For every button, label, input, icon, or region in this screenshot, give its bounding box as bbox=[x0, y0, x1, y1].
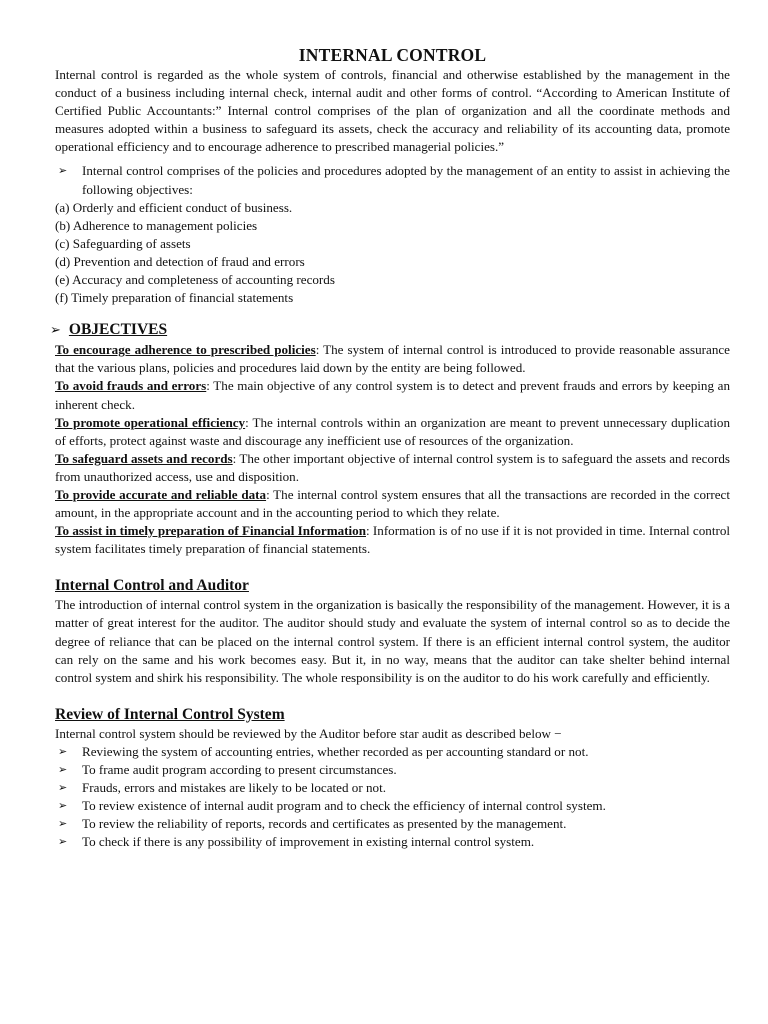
objective-text: : The system of internal control is introduced to provide reasonable assurance that the various plans, policies and procedures laid down by the entity are being followed. bbox=[55, 342, 730, 376]
objective-heading: To safeguard assets and records bbox=[55, 450, 233, 466]
objective-heading: To avoid frauds and errors bbox=[55, 378, 207, 394]
objective-paragraph bbox=[55, 522, 730, 558]
objective-paragraph bbox=[55, 486, 730, 522]
objective-list-item: (c) Safeguarding of assets bbox=[55, 235, 191, 251]
review-list-item: ➢ Reviewing the system of accounting entries, whether recorded as per accounting standard or not. bbox=[55, 743, 730, 761]
auditor-heading: Internal Control and Auditor bbox=[55, 577, 249, 595]
page-title: INTERNAL CONTROL bbox=[298, 45, 487, 65]
auditor-paragraph: The introduction of internal control system in the organization is basically the responsibility of the management. However, it is a matter of great interest for the auditor. The auditor should study and evaluate the system of internal control so as to decide the degree of reliance that can be placed on the internal control system. If there is an efficient internal control system, the auditor can rely on the same and his work becomes easy. But it, in no way, means that the auditor can take shelter behind internal control system and shirk his responsibility. The whole responsibility is on the auditor to do his work carefully and efficiently. bbox=[55, 597, 730, 685]
objective-paragraph bbox=[55, 414, 730, 450]
arrow-bullet-icon: ➢ bbox=[58, 817, 68, 831]
review-heading: Review of Internal Control System bbox=[55, 705, 285, 723]
arrow-bullet-icon: ➢ bbox=[58, 164, 68, 178]
objective-heading: To assist in timely preparation of Financial Information bbox=[55, 523, 366, 539]
objective-heading: To encourage adherence to prescribed policies bbox=[55, 342, 316, 358]
objective-heading: To promote operational efficiency bbox=[55, 414, 246, 430]
objective-text: : The internal control system ensures that all the transactions are recorded in the correct amount, in the appropriate account and in the accounting period to which they relate. bbox=[55, 486, 730, 521]
objective-list-item: (a) Orderly and efficient conduct of business. bbox=[55, 199, 293, 215]
review-intro: Internal control system should be reviewed by the Auditor before star audit as described below − bbox=[55, 725, 562, 741]
objectives-heading: ➢ OBJECTIVES bbox=[50, 321, 168, 339]
intro-paragraph: Internal control is regarded as the whole system of controls, financial and otherwise established by the management in the conduct of a business including internal check, internal audit and other forms of control. “According to American Institute of Certified Public Accountants:” Internal control comprises of the plan of organization and all the coordinate methods and measures adopted within a business to safeguard its assets, check the accuracy and reliability of its accounting data, promote operational efficiency and to encourage adherence to prescribed managerial policies.” bbox=[55, 67, 730, 155]
review-list-item: ➢ Frauds, errors and mistakes are likely to be located or not. bbox=[55, 779, 730, 797]
arrow-bullet-icon: ➢ bbox=[58, 799, 68, 813]
review-list-item: ➢ To check if there is any possibility of improvement in existing internal control system. bbox=[55, 833, 730, 851]
objective-list-item: (e) Accuracy and completeness of accounting records bbox=[55, 272, 335, 288]
review-list-item: ➢ To review the reliability of reports, records and certificates as presented by the management. bbox=[55, 815, 730, 833]
policies-bullet-text: Internal control comprises of the policies and procedures adopted by the management of an entity to assist in achieving the following objectives: bbox=[82, 163, 730, 197]
review-list-item: ➢ To frame audit program according to present circumstances. bbox=[55, 761, 730, 779]
objective-paragraph bbox=[55, 377, 730, 413]
arrow-bullet-icon: ➢ bbox=[50, 323, 61, 339]
objective-text: : The main objective of any control system is to detect and prevent frauds and errors by keeping an inherent check. bbox=[55, 378, 731, 412]
arrow-bullet-icon: ➢ bbox=[58, 835, 68, 849]
objective-heading: To provide accurate and reliable data bbox=[55, 486, 267, 502]
review-list-item: ➢ To review existence of internal audit program and to check the efficiency of internal control system. bbox=[55, 797, 730, 815]
arrow-bullet-icon: ➢ bbox=[58, 781, 68, 795]
objective-paragraph bbox=[55, 450, 730, 486]
arrow-bullet-icon: ➢ bbox=[58, 744, 68, 758]
document-page bbox=[50, 44, 731, 851]
objective-paragraph bbox=[55, 341, 730, 377]
objective-text: : The other important objective of internal control system is to safeguard the assets and records from unauthorized access, use and disposition. bbox=[55, 450, 730, 484]
objective-list-item: (b) Adherence to management policies bbox=[55, 217, 258, 233]
arrow-bullet-icon: ➢ bbox=[58, 763, 68, 776]
objective-text: : Information is of no use if it is not provided in time. Internal control system facilitates timely preparation of financial statements. bbox=[55, 523, 731, 557]
objective-list-item: (f) Timely preparation of financial statements bbox=[55, 290, 294, 306]
objective-text: : The internal controls within an organization are meant to prevent unnecessary duplication of efforts, protect against waste and discourage any inefficient use of resources of the organization. bbox=[55, 414, 731, 448]
policies-bullet bbox=[55, 162, 730, 198]
objective-list-item: (d) Prevention and detection of fraud and errors bbox=[55, 253, 305, 269]
